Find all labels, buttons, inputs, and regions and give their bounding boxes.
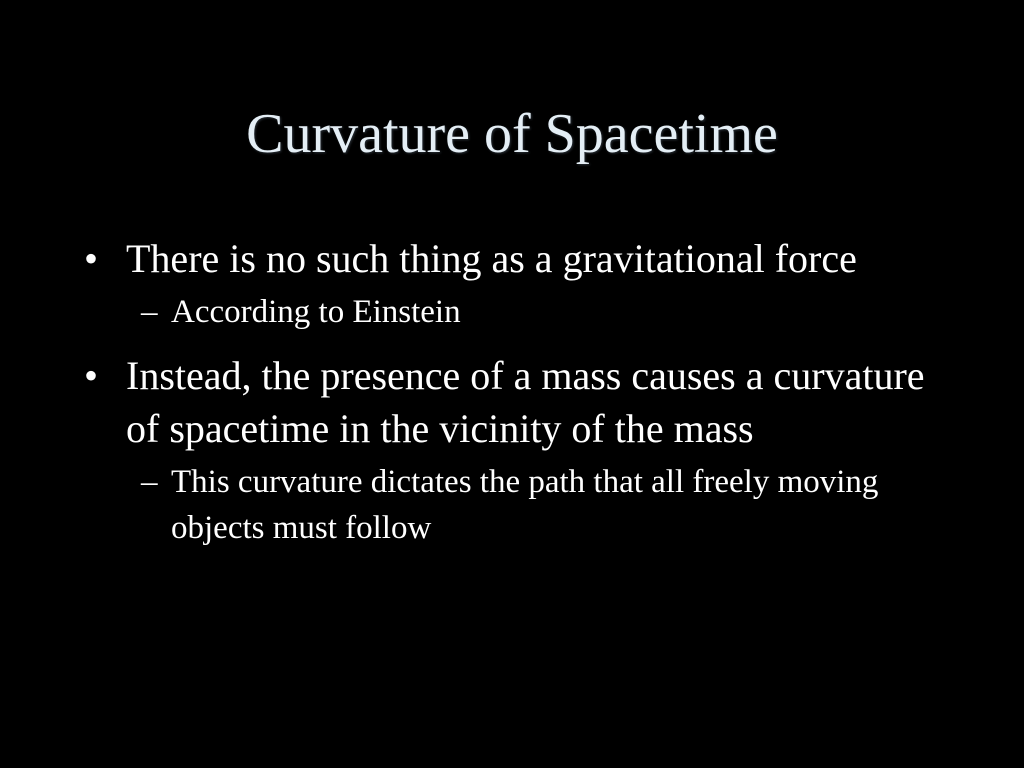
sub-bullet-text: According to Einstein: [171, 294, 461, 330]
slide-title: Curvature of Spacetime: [246, 103, 778, 165]
bullet-list: [84, 232, 954, 551]
sub-bullet-item: [84, 289, 954, 335]
sub-bullet-text: This curvature dictates the path that all freely moving objects must follow: [171, 464, 879, 546]
bullet-icon: •: [84, 236, 99, 281]
bullet-icon: •: [84, 353, 99, 398]
dash-icon: –: [141, 464, 158, 500]
bullet-text: There is no such thing as a gravitational force: [126, 236, 857, 281]
sub-bullet-item: [84, 459, 954, 551]
bullet-text: Instead, the presence of a mass causes a curvature of spacetime in the vicinity of the mass: [126, 353, 925, 451]
dash-icon: –: [141, 294, 158, 330]
bullet-item: [84, 232, 954, 285]
bullet-item: [84, 349, 954, 455]
